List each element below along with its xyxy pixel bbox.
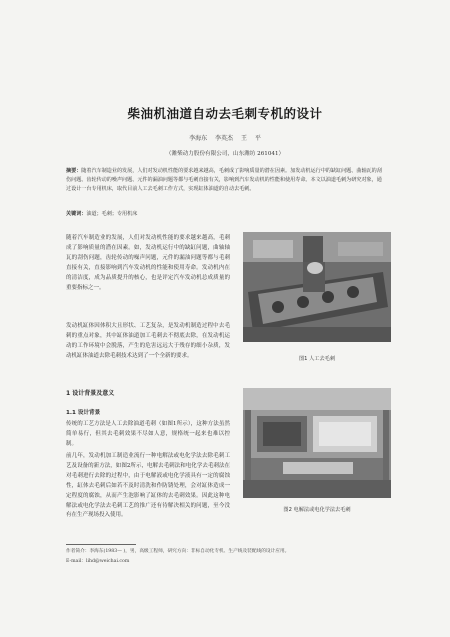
abstract-label: 摘要：	[66, 168, 82, 174]
subsection-heading: 1.1 设计背景	[66, 410, 101, 416]
footnote-rule	[66, 544, 136, 545]
body-paragraph-4: 前几年，发动机加工制造业流行一种电解法或电化学法去除毛刺工艺及设备的新方法，如图2所示，电解去毛刺法和电化学去毛刺法在对毛刺进行去除的过程中，由于电解液或电化学液具有一定的腐蚀性，缸体去毛刺后如若不及时清洗和作防锈处理，会对缸体造成一定程度的腐蚀，从而产生泡影响了缸体的去毛刺效果。因此这种电解法或电化学法去毛刺工艺的推广还有待解决相关的问题，至今没有在生产现场投入使用。	[66, 453, 230, 519]
figure-2-caption: 图2 电解法或电化学法去毛刺	[283, 507, 351, 513]
figure-1-caption: 图1 人工去毛刺	[298, 356, 336, 362]
figure-2-photo	[243, 388, 391, 498]
section-heading: 1 设计背景及意义	[66, 390, 115, 397]
author-email: E-mail：lihd@weichai.com	[66, 559, 130, 564]
author-list: 李海东 李英杰 王 平	[189, 135, 261, 142]
figure-1-graphic	[243, 232, 391, 342]
intro-paragraph-2: 发动机缸体因体积大且形状、工艺复杂，是发动机制造过程中去毛刺的重点对象，其中缸体油道加工毛刺去不彻底去除，在发动机运动的工作环境中会脱落，产生的危害远远大于残存的细小杂质，发动机缸体油道去除毛刺技术达到了一个全新的要求。	[66, 323, 230, 359]
body-paragraph-3: 传统的工艺方法是人工去除油道毛刺（如图1所示），这种方法虽然简单易行，但其去毛刺效果不尽如人意，规格统一起来也难以控制。	[66, 421, 230, 447]
abstract-text: 随着汽车制造业的发展，人们对发动机性能的要求越来越高，毛刺成了影响质量的潜在因素。加发动机运行中的缺缸问题、曲轴瓦的刮伤问题、齿轮传动的噪声问题、元件的漏油问题等都与毛刺直接有关，影响到汽车发动机的性能和使用寿命。本文以油道毛刺为研究对象，通过设计一台专用机床，取代目前人工去毛刺工作方式，实现缸体油道的自动去毛刺。	[66, 168, 382, 192]
keywords-label: 关键词：	[66, 211, 87, 217]
figure-1-photo	[243, 232, 391, 342]
keywords-text: 油道；毛刺；专用机床	[86, 211, 138, 217]
intro-paragraph-1: 随着汽车制造业的发展，人们对发动机性能的要求越来越高，毛刺成了影响质量的潜在因素。如，发动机运行中的缺缸问题，曲轴轴瓦的刮伤问题，齿轮传动的噪声问题，元件的漏油问题等都与毛刺直接有关，直接影响到汽车发动机的性能和使用寿命。发动机内在的清洁度，成为品质提升的核心，也是评定汽车发动机总成质量的重要指标之一。	[66, 235, 230, 291]
keywords	[66, 210, 386, 217]
author-bio-footnote: 作者简介：李海东(1983— )，男，高级工程师，研究方向：非标自动化专机、生产线及装配线的设计应用。	[66, 549, 290, 554]
paper-title: 柴油机油道自动去毛刺专机的设计	[127, 106, 323, 121]
figure-2-graphic	[243, 388, 391, 498]
abstract	[66, 167, 386, 193]
affiliation: （潍柴动力股份有限公司，山东潍坊 261041）	[165, 151, 285, 157]
